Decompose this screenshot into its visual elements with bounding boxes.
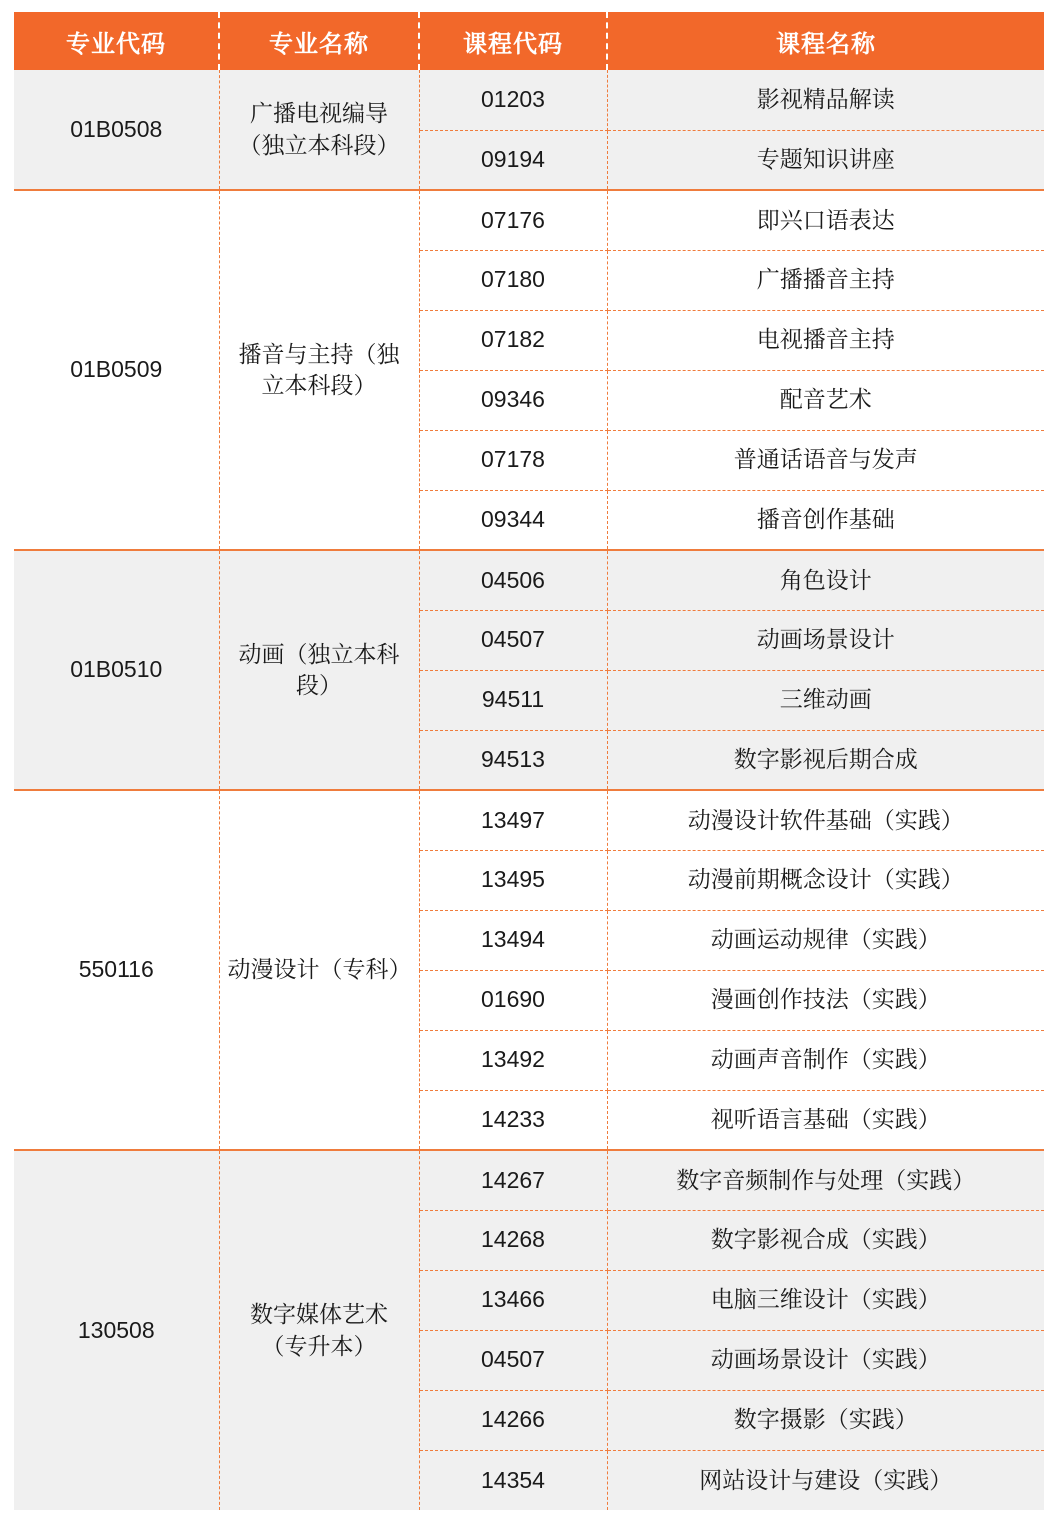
course-name-cell: 动漫设计软件基础（实践） <box>607 790 1044 850</box>
course-name-cell: 影视精品解读 <box>607 70 1044 130</box>
column-header-course-code: 课程代码 <box>419 12 607 70</box>
course-name-cell: 播音创作基础 <box>607 490 1044 550</box>
major-code-cell: 01B0510 <box>14 550 219 790</box>
course-name-cell: 配音艺术 <box>607 370 1044 430</box>
major-name-cell: 动画（独立本科段） <box>219 550 419 790</box>
course-name-cell: 三维动画 <box>607 670 1044 730</box>
course-code-cell: 07178 <box>419 430 607 490</box>
column-header-course-name: 课程名称 <box>607 12 1044 70</box>
course-code-cell: 13492 <box>419 1030 607 1090</box>
course-name-cell: 电视播音主持 <box>607 310 1044 370</box>
course-name-cell: 动漫前期概念设计（实践） <box>607 850 1044 910</box>
course-name-cell: 动画运动规律（实践） <box>607 910 1044 970</box>
course-code-cell: 07182 <box>419 310 607 370</box>
course-name-cell: 角色设计 <box>607 550 1044 610</box>
major-code-cell: 550116 <box>14 790 219 1150</box>
table-row <box>14 1150 1044 1210</box>
course-code-cell: 13497 <box>419 790 607 850</box>
column-header-major-name: 专业名称 <box>219 12 419 70</box>
table-row <box>14 790 1044 850</box>
course-code-cell: 14233 <box>419 1090 607 1150</box>
major-name-cell: 数字媒体艺术（专升本） <box>219 1150 419 1510</box>
course-code-cell: 94513 <box>419 730 607 790</box>
course-code-cell: 01203 <box>419 70 607 130</box>
table-body <box>14 70 1044 1510</box>
course-name-cell: 数字摄影（实践） <box>607 1390 1044 1450</box>
course-name-cell: 电脑三维设计（实践） <box>607 1270 1044 1330</box>
table-row <box>14 190 1044 250</box>
course-code-cell: 07176 <box>419 190 607 250</box>
course-code-cell: 01690 <box>419 970 607 1030</box>
course-code-cell: 14266 <box>419 1390 607 1450</box>
course-code-cell: 09346 <box>419 370 607 430</box>
course-code-cell: 04507 <box>419 1330 607 1390</box>
course-name-cell: 数字影视合成（实践） <box>607 1210 1044 1270</box>
course-name-cell: 广播播音主持 <box>607 250 1044 310</box>
course-name-cell: 专题知识讲座 <box>607 130 1044 190</box>
course-name-cell: 动画场景设计 <box>607 610 1044 670</box>
major-code-cell: 01B0508 <box>14 70 219 190</box>
course-name-cell: 普通话语音与发声 <box>607 430 1044 490</box>
major-code-cell: 130508 <box>14 1150 219 1510</box>
course-code-cell: 13466 <box>419 1270 607 1330</box>
course-name-cell: 动画声音制作（实践） <box>607 1030 1044 1090</box>
major-name-cell: 广播电视编导（独立本科段） <box>219 70 419 190</box>
course-name-cell: 动画场景设计（实践） <box>607 1330 1044 1390</box>
course-code-cell: 14354 <box>419 1450 607 1510</box>
table-row <box>14 70 1044 130</box>
course-code-cell: 13495 <box>419 850 607 910</box>
course-code-cell: 07180 <box>419 250 607 310</box>
course-code-cell: 14268 <box>419 1210 607 1270</box>
major-name-cell: 动漫设计（专科） <box>219 790 419 1150</box>
major-name-cell: 播音与主持（独立本科段） <box>219 190 419 550</box>
major-code-cell: 01B0509 <box>14 190 219 550</box>
course-code-cell: 13494 <box>419 910 607 970</box>
course-code-cell: 04507 <box>419 610 607 670</box>
course-name-cell: 数字音频制作与处理（实践） <box>607 1150 1044 1210</box>
course-name-cell: 视听语言基础（实践） <box>607 1090 1044 1150</box>
column-header-major-code: 专业代码 <box>14 12 219 70</box>
table-header-row <box>14 12 1044 70</box>
course-code-cell: 09344 <box>419 490 607 550</box>
course-name-cell: 漫画创作技法（实践） <box>607 970 1044 1030</box>
course-name-cell: 即兴口语表达 <box>607 190 1044 250</box>
course-code-cell: 94511 <box>419 670 607 730</box>
course-code-cell: 04506 <box>419 550 607 610</box>
course-name-cell: 网站设计与建设（实践） <box>607 1450 1044 1510</box>
table-row <box>14 550 1044 610</box>
course-name-cell: 数字影视后期合成 <box>607 730 1044 790</box>
course-code-cell: 14267 <box>419 1150 607 1210</box>
course-table <box>14 12 1044 1510</box>
course-code-cell: 09194 <box>419 130 607 190</box>
table-header <box>14 12 1044 70</box>
